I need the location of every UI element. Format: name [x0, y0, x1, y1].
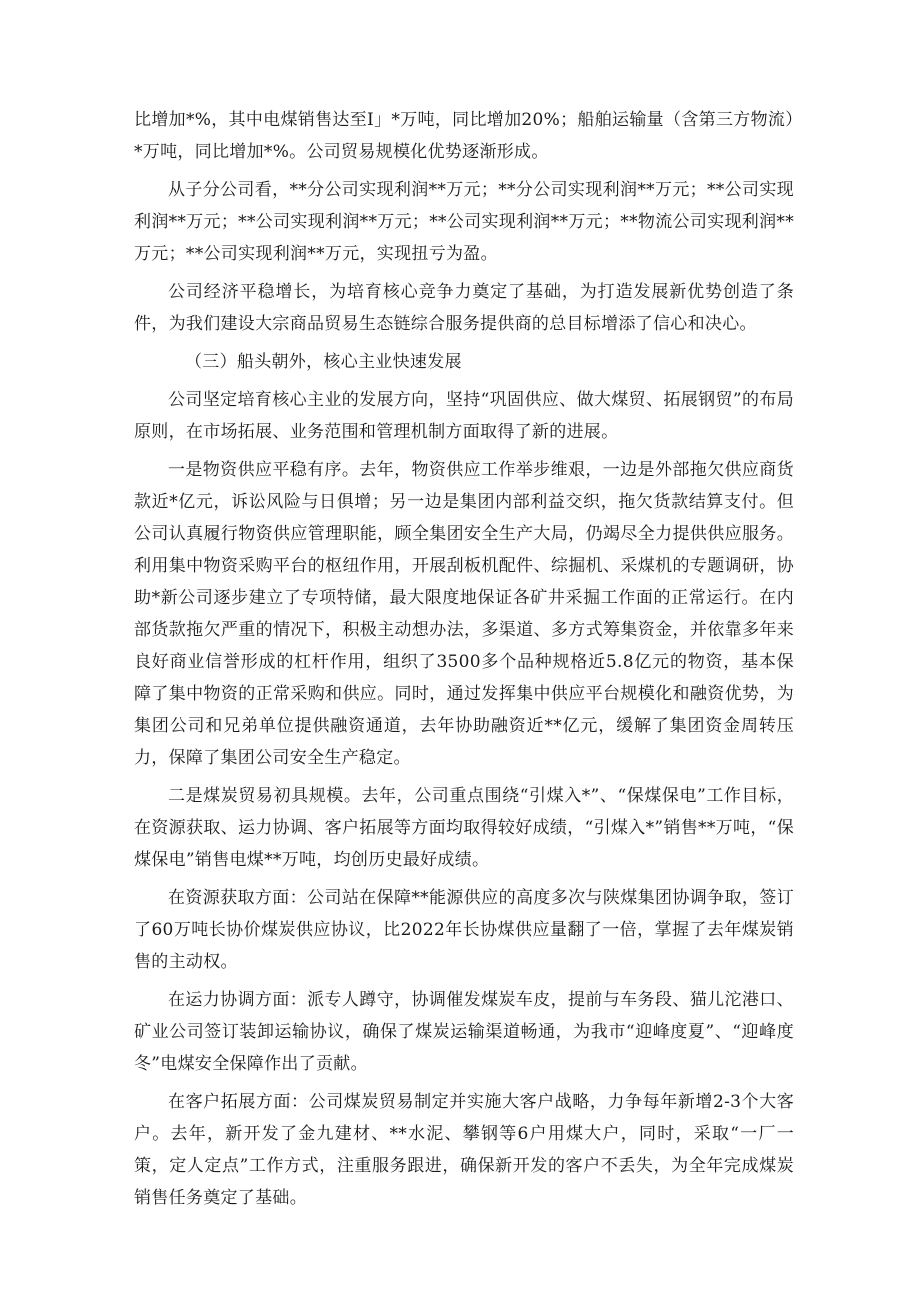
- paragraph-resource-acquisition: 在资源获取方面：公司站在保障**能源供应的高度多次与陕煤集团协调争取，签订了60万吨长协价煤炭供应协议，比2022年长协煤供应量翻了一倍，掌握了去年煤炭销售的主动权。: [134, 888, 794, 972]
- section-heading: （三）船头朝外，核心主业快速发展: [185, 352, 462, 372]
- paragraph-continuation: 比增加*%，其中电煤销售达至Ⅰ」*万吨，同比增加20%；船舶运输量（含第三方物流）*万吨，同比增加*%。公司贸易规模化优势逐渐形成。: [134, 110, 794, 162]
- paragraph-coal-trade: 二是煤炭贸易初具规模。去年，公司重点围绕“引煤入*”、“保煤保电”工作目标，在资源获取、运力协调、客户拓展等方面均取得较好成绩，“引煤入*”销售**万吨，“保煤保电”销售电煤**万吨，均创历史最好成绩。: [134, 786, 794, 870]
- paragraph-material-supply: 一是物资供应平稳有序。去年，物资供应工作举步维艰，一边是外部拖欠供应商货款近*亿元，诉讼风险与日俱增；另一边是集团内部利益交织，拖欠货款结算支付。但公司认真履行物资供应管理职能，顾全集团安全生产大局，仍竭尽全力提供供应服务。利用集中物资采购平台的枢纽作用，开展刮板机配件、综掘机、采煤机的专题调研，协助*新公司逐步建立了专项特储，最大限度地保证各矿井采掘工作面的正常运行。在内部货款拖欠严重的情况下，积极主动想办法，多渠道、多方式筹集资金，并依靠多年来良好商业信誉形成的杠杆作用，组织了3500多个品种规格近5.8亿元的物资，基本保障了集中物资的正常采购和供应。同时，通过发挥集中供应平台规模化和融资优势，为集团公司和兄弟单位提供融资通道，去年协助融资近**亿元，缓解了集团资金周转压力，保障了集团公司安全生产稳定。: [134, 460, 794, 768]
- document-page: [134, 104, 794, 1220]
- paragraph-customer-expansion: 在客户拓展方面：公司煤炭贸易制定并实施大客户战略，力争每年新增2-3个大客户。去年，新开发了金九建材、**水泥、攀钢等6户用煤大户，同时，采取“一厂一策，定人定点”工作方式，注重服务跟进，确保新开发的客户不丢失，为全年完成煤炭销售任务奠定了基础。: [134, 1092, 794, 1208]
- paragraph-subsidiary-profits: 从子分公司看，**分公司实现利润**万元；**分公司实现利润**万元；**公司实现利润**万元；**公司实现利润**万元；**公司实现利润**万元；**物流公司实现利润**万元；**公司实现利润**万元，实现扭亏为盈。: [134, 180, 794, 264]
- paragraph-transport-coordination: 在运力协调方面：派专人蹲守，协调催发煤炭车皮，提前与车务段、猫儿沱港口、矿业公司签订装卸运输协议，确保了煤炭运输渠道畅通，为我市“迎峰度夏”、“迎峰度冬”电煤安全保障作出了贡献。: [134, 990, 794, 1074]
- paragraph-steady-growth: 公司经济平稳增长，为培育核心竞争力奠定了基础，为打造发展新优势创造了条件，为我们建设大宗商品贸易生态链综合服务提供商的总目标增添了信心和决心。: [134, 282, 794, 334]
- paragraph-core-business: 公司坚定培育核心主业的发展方向，坚持“巩固供应、做大煤贸、拓展钢贸”的布局原则，在市场拓展、业务范围和管理机制方面取得了新的进展。: [134, 390, 794, 442]
